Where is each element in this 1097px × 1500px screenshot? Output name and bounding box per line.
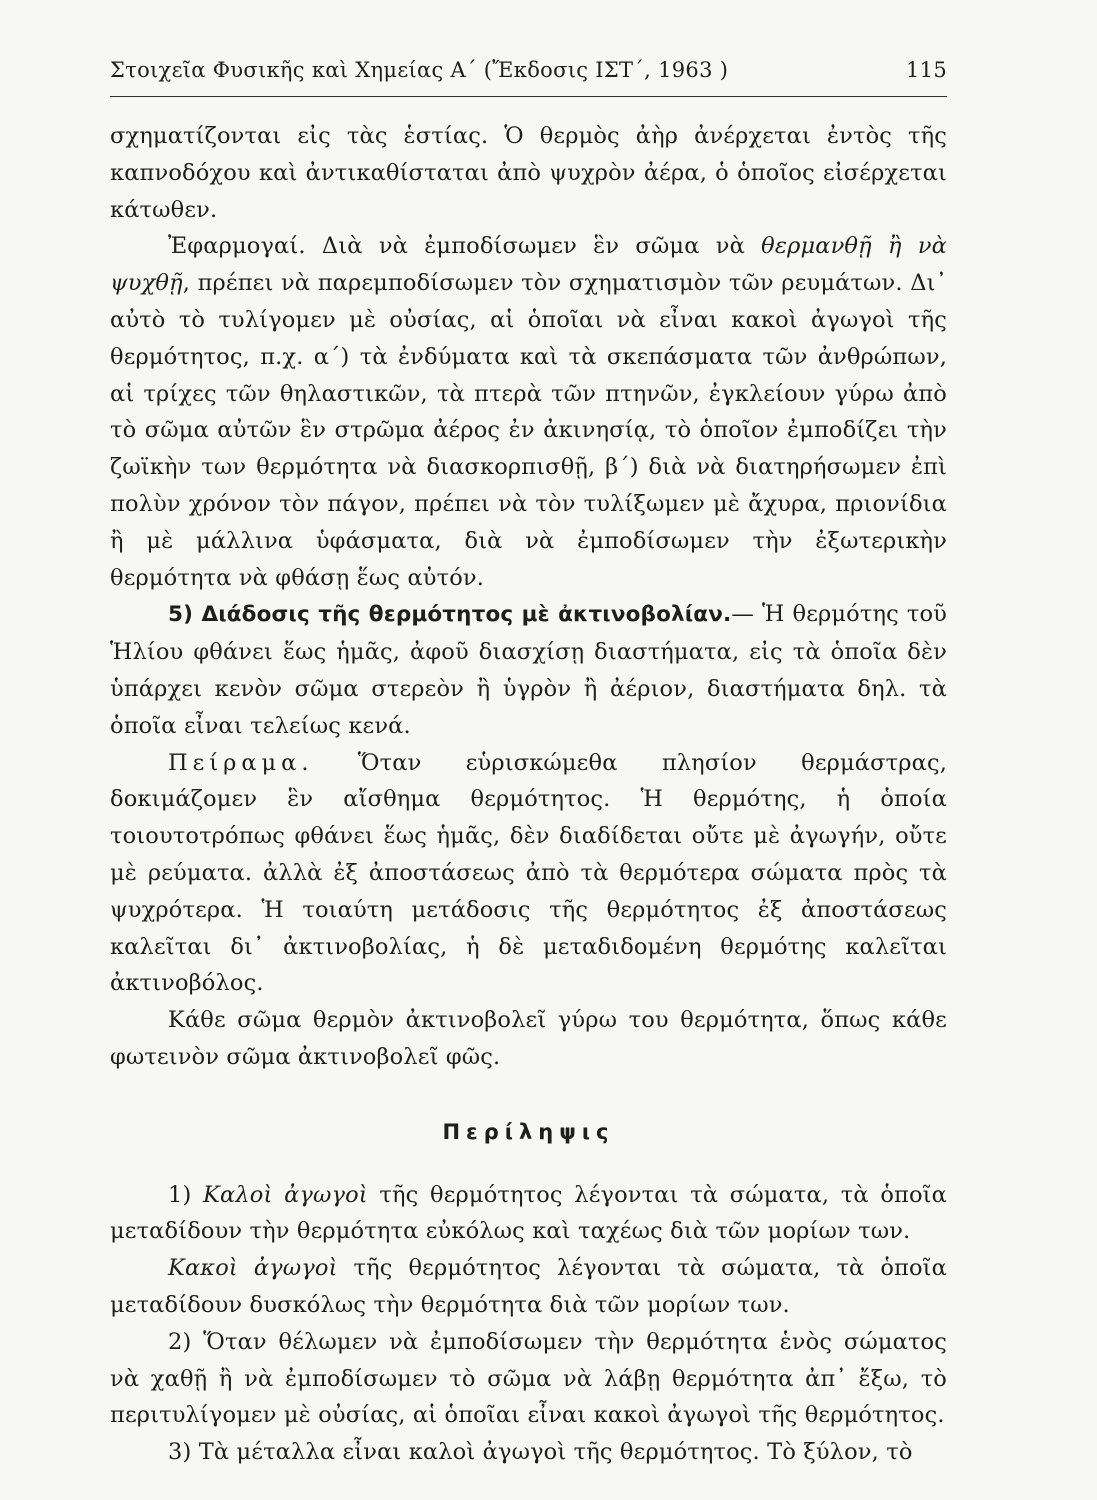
summary-item-1b [110, 1250, 947, 1324]
header-rule [110, 96, 947, 97]
summary-heading: Περίληψις [442, 1119, 615, 1144]
experiment-label: Πείραμα. [168, 749, 314, 776]
text-run: — Ἡ θερμότης τοῦ Ἡλίου φθάνει ἕως ἡμᾶς, ἀφοῦ διασχίσῃ διαστήματα, εἰς τὰ ὁποῖα δὲν ὑπάρχει κενὸν σῶμα στερεὸν ἢ ὑγρὸν ἢ ἀέριον, διαστήματα δηλ. τὰ ὁποῖα εἶναι τελείως κενά. [110, 601, 948, 739]
italic-run: Κακοὶ ἀγωγοὶ [168, 1255, 338, 1282]
text-run: Ὅταν εὑρισκώμεθα πλησίον θερμάστρας, δοκιμάζομεν ἓν αἴσθημα θερμότητος. Ἡ θερμότης, ἡ ὁποία τοιουτοτρόπως φθάνει ἕως ἡμᾶς, δὲν διαδίδεται οὔτε μὲ ἀγωγήν, οὔτε μὲ ρεύματα. ἀλλὰ ἐξ ἀποστάσεως ἀπὸ τὰ θερμότερα σώματα πρὸς τὰ ψυχρότερα. Ἡ τοιαύτη μετάδοσις τῆς θερμότητος ἐξ ἀποστάσεως καλεῖται δι᾽ ἀκτινοβολίας, ἡ δὲ μεταδιδομένη θερμότης καλεῖται ἀκτινοβόλος. [110, 749, 947, 997]
section-5-paragraph [110, 596, 947, 744]
running-header [110, 58, 947, 82]
summary-item-2: 2) Ὅταν θέλωμεν νὰ ἐμποδίσωμεν τὴν θερμότητα ἑνὸς σώματος νὰ χαθῇ ἢ νὰ ἐμποδίσωμεν τὸ σῶμα νὰ λάβῃ θερμότητα ἀπ᾽ ἔξω, τὸ περιτυλίγομεν μὲ οὐσίας, αἱ ὁποῖαι εἶναι κακοὶ ἀγωγοὶ τῆς θερμότητος. [110, 1328, 947, 1429]
item-number: 1) [168, 1181, 204, 1208]
text-run: , πρέπει νὰ παρεμποδίσωμεν τὸν σχηματισμὸν τῶν ρευμάτων. Δι᾽ αὐτὸ τὸ τυλίγομεν μὲ οὐσίας, αἱ ὁποῖαι νὰ εἶναι κακοὶ ἀγωγοὶ τῆς θερμότητος, π.χ. α΄) τὰ ἐνδύματα καὶ τὰ σκεπάσματα τῶν ἀνθρώπων, αἱ τρίχες τῶν θηλαστικῶν, τὰ πτερὰ τῶν πτηνῶν, ἐγκλείουν γύρω ἀπὸ τὸ σῶμα αὐτῶν ἓν στρῶμα ἀέρος ἐν ἀκινησίᾳ, τὸ ὁποῖον ἐμποδίζει τὴν ζωϊκὴν των θερμότητα νὰ διασκορπισθῇ, β΄) διὰ νὰ διατηρήσωμεν ἐπὶ πολὺν χρόνον τὸν πάγον, πρέπει νὰ τὸν τυλίξωμεν μὲ ἄχυρα, πριονίδια ἢ μὲ μάλλινα ὑφάσματα, διὰ νὰ ἐμποδίσωμεν τὴν ἐξωτερικὴν θερμότητα νὰ φθάσῃ ἕως αὐτόν. [110, 270, 947, 591]
summary-item-3: 3) Τὰ μέταλλα εἶναι καλοὶ ἀγωγοὶ τῆς θερμότητος. Τὸ ξύλον, τὸ [168, 1439, 913, 1466]
paragraph: Κάθε σῶμα θερμὸν ἀκτινοβολεῖ γύρω του θερμότητα, ὅπως κάθε φωτεινὸν σῶμα ἀκτινοβολεῖ φῶς. [110, 1007, 947, 1070]
experiment-paragraph [110, 745, 947, 1003]
running-title: Στοιχεῖα Φυσικῆς καὶ Χημείας Α΄ (Ἔκδοσις ΙΣΤ΄, 1963 ) [110, 58, 729, 82]
page-body [110, 118, 947, 1471]
paragraph: σχηματίζονται εἰς τὰς ἑστίας. Ὁ θερμὸς ἀὴρ ἀνέρχεται ἐντὸς τῆς καπνοδόχου καὶ ἀντικαθίσταται ἀπὸ ψυχρὸν ἀέρα, ὁ ὁποῖος εἰσέρχεται κάτωθεν. [110, 123, 947, 223]
italic-run: Καλοὶ ἀγωγοὶ [203, 1181, 368, 1208]
italic-run: θερμανθῇ ἢ νὰ ψυχθῇ [110, 233, 947, 297]
summary-item-1 [110, 1177, 947, 1251]
text-run: τῆς θερμότητος λέγονται τὰ σώματα, τὰ ὁποῖα μεταδίδουν δυσκόλως τὴν θερμότητα διὰ τῶν μορίων των. [110, 1255, 947, 1318]
section-title: 5) Διάδοσις τῆς θερμότητος μὲ ἀκτινοβολίαν. [168, 602, 732, 628]
text-run: τῆς θερμότητος λέγονται τὰ σώματα, τὰ ὁποῖα μεταδίδουν τὴν θερμότητα εὐκόλως καὶ ταχέως διὰ τῶν μορίων των. [110, 1181, 948, 1245]
text-run: Ἐφαρμογαί. Διὰ νὰ ἐμποδίσωμεν ἓν σῶμα νὰ [168, 233, 762, 260]
paragraph-applications [110, 228, 947, 596]
page-number: 115 [906, 58, 947, 82]
